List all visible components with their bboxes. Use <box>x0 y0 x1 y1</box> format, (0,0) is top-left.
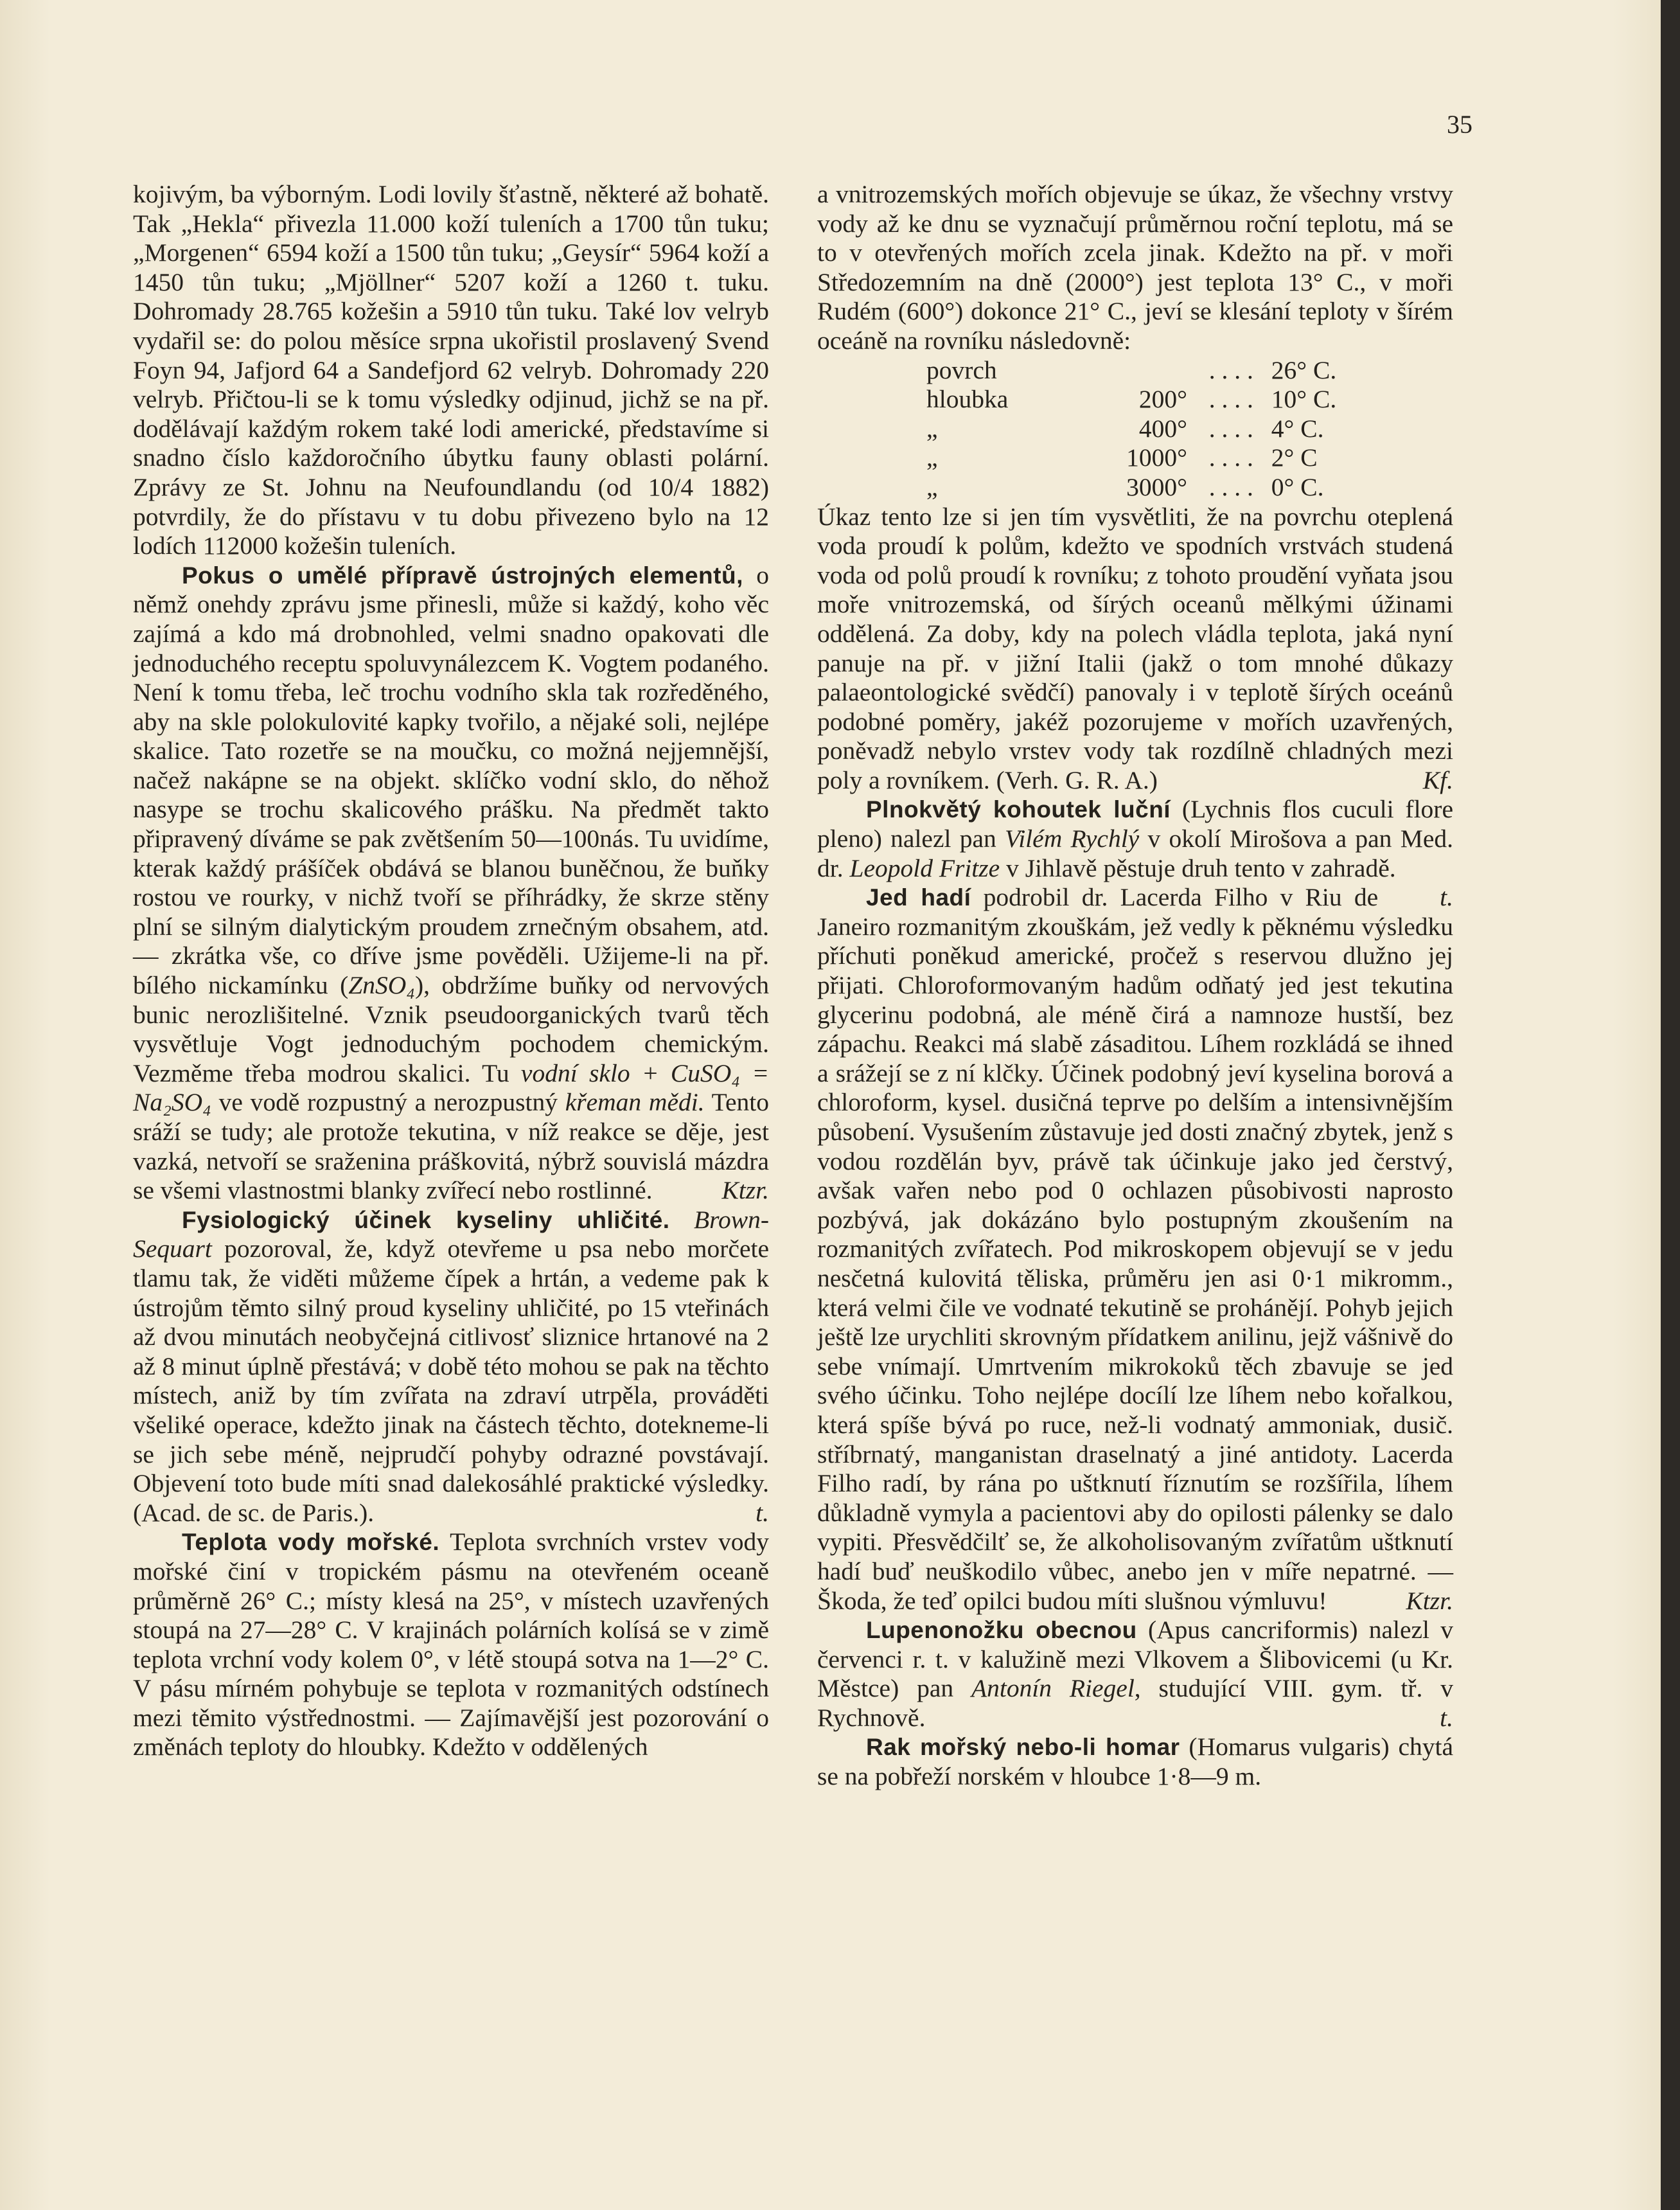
temperature-row <box>926 473 1389 503</box>
author-brown-sequart: Brown-Sequart <box>133 1205 769 1263</box>
temperature-row <box>926 356 1389 386</box>
scan-edge <box>1661 0 1680 2210</box>
signature-ktzr: Ktzr. <box>721 1176 769 1205</box>
temperature-row <box>926 385 1389 414</box>
formula-znso4: ZnSO₄ <box>348 971 416 1000</box>
article-pokus: Pokus o umělé přípravě ústrojných elementů, o němž onehdy zprávu jsme přinesli, může si každý, koho věc zajímá a kdo má drobnohled, velmi snadno opakovati dle jednoduchého receptu spoluvynálezcem K. Vogtem podaného. Není k tomu třeba, leč trochu vodního skla tak rozředěného, aby na skle polokulovité kapky tvořilo, a nějaké soli, nejlépe skalice. Tato rozetře se na moučku, co možná nejjemnější, načež nakápne se na objekt. sklíčko vodní sklo, do něhož nasype se trochu skalicového prášku. Na předmět takto připravený díváme se pak zvětšením 50—100nás. Tu uvidíme, kterak každý prášíček obdává se blanou buněčnou, že buňky rostou ve rourky, v nichž tvoří se příhrádky, že skrze stěny plní se silným dialytickým proudem zrnečným obsahem, atd. — zkrátka vše, co dříve jsme pověděli. Užijeme-li na př. bílého nickamínku (ZnSO₄), obdržíme buňky od nervových bunic nerozlišitelné. Vznik pseudoorganických tvarů těch vysvětluje Vogt jednoduchým pochodem chemickým. Vezměme třeba modrou skalici. Tu vodní sklo + CuSO₄ = Na₂SO₄ ve vodě rozpustný a nerozpustný křeman mědi. Tento sráží se tudy; ale protože tekutina, v níž reakce se děje, jest vazká, netvoří se sraženina práškovitá, nýbrž souvislá mázdra se všemi vlastnostmi blanky zvířecí nebo rostlinné. Ktzr. <box>133 560 770 1205</box>
page-number: 35 <box>1447 110 1472 139</box>
temperature-value <box>1074 356 1191 386</box>
temperature-value: 200° <box>1138 385 1187 414</box>
leader-dots: . . . . <box>1208 355 1253 384</box>
formula-reaction: vodní sklo + CuSO₄ = Na₂SO₄ <box>133 1058 769 1117</box>
formula-kreman: křeman mědi. <box>565 1088 705 1117</box>
article-plnokvety: Plnokvětý kohoutek luční (Lychnis flos cuculi flore pleno) nalezl pan Vilém Rychlý v okolí Mirošova a pan Med. dr. Leopold Fritze v Jihlavě pěstuje druh tento v zahradě. t. <box>817 795 1453 912</box>
leader-dots: . . . . <box>1208 414 1253 443</box>
temperature-row <box>926 443 1389 473</box>
signature-ktzr: Ktzr. <box>1406 1586 1453 1615</box>
heading-teplota: Teplota vody mořské. <box>182 1529 440 1556</box>
temperature-temp: 2° C <box>1271 443 1318 472</box>
right-column <box>817 180 1453 1792</box>
heading-pokus: Pokus o umělé přípravě ústrojných elementů, <box>182 562 743 589</box>
temperature-temp: 10° C. <box>1271 385 1337 414</box>
heading-lupeno: Lupenonožku obecnou <box>866 1617 1137 1644</box>
signature-kf: Kf. <box>1422 765 1453 794</box>
name-riegel: Antonín Riegel <box>971 1674 1135 1703</box>
article-rak: Rak mořský nebo-li homar (Homarus vulgaris) chytá se na pobřeží norském v hloubce 1·8—9 m. <box>817 1733 1453 1791</box>
heading-rak: Rak mořský nebo-li homar <box>866 1734 1180 1761</box>
article-teplota: Teplota vody mořské. Teplota svrchních vrstev vody mořské činí v tropickém pásmu na otevřeném oceaně průměrně 26° C.; místy klesá na 25°, v místech uzavřených stoupá na 27—28° C. V krajinách polárních kolísá se v zimě teplota vrchní vody kolem 0°, v létě stoupá sotva na 1—2° C. V pásu mírném pohybuje se teplota v rozmanitých odstínech mezi těmito výstřednostmi. — Zajímavější jest pozorování o změnách teploty do hloubky. Kdežto v oddělených <box>133 1528 769 1761</box>
temperature-value: 1000° <box>1126 443 1187 472</box>
name-fritze: Leopold Fritze <box>849 853 1000 882</box>
name-rychly: Vilém Rychlý <box>1005 824 1140 853</box>
heading-jed: Jed hadí <box>866 884 971 911</box>
leader-dots: . . . . <box>1208 385 1253 414</box>
heading-fysiol: Fysiologický účinek kyseliny uhličité. <box>182 1206 670 1233</box>
leader-dots: . . . . <box>1208 443 1253 472</box>
temperature-temp: 0° C. <box>1271 472 1324 501</box>
temperature-temp: 26° C. <box>1271 355 1337 384</box>
temperature-temp: 4° C. <box>1271 414 1324 443</box>
signature-t: t. <box>1440 1703 1453 1732</box>
leader-dots: . . . . <box>1208 472 1253 501</box>
paragraph-sea-temperature: a vnitrozemských mořích objevuje se úkaz, že všechny vrstvy vody až ke dnu se vyznačují průměrnou roční teplotu, má se to v otevřených mořích zcela jinak. Kdežto na př. v moři Středozemním na dně (2000°) jest teplota 13° C., v moři Rudém (600°) dokonce 21° C., jeví se klesání teploty v šírém oceáně na rovníku následovně: <box>817 180 1453 355</box>
article-jed: Jed hadí podrobil dr. Lacerda Filho v Riu de Janeiro rozmanitým zkouškám, jež vedly k pěknému výsledku příchuti poněkud americké, pročež s reservou dlužno jej přijati. Chloroformovaným hadům odňatý jed jest tekutina glycerinu podobná, ale méně čirá a namnoze hustší, bez zápachu. Reakci má slabě zásaditou. Líhem rozkládá se ihned a srážejí se z ní klčky. Účinek podobný jeví kyselina borová a chloroform, kysel. dusičná teprve po delším a intensivnějším působení. Vysušením zůstavuje jed dosti značný zbytek, jenž s vodou rozdělán byv, právě tak účinkuje jako jed čerstvý, avšak vařen nebo pod 0 ochlazen působivosti naprosto pozbývá, jak dokázáno bylo postupným zkoušením na rozmanitých zvířatech. Pod mikroskopem objevují se v jedu nesčetná kulovitá těliska, průměru jen asi 0·1 mikromm., která velmi čile ve vodnaté tekutině se prohánějí. Pohyb jejich ještě lze urychliti skrovným přídatkem anilinu, jejž vášnivě do sebe vnímají. Umrtvením mikrokoků těch zbavuje se jed svého účinku. Toho nejlépe docílí lze líhem nebo kořalkou, která spíše bývá po ruce, než-li vodnatý ammoniak, dusič. stříbrnatý, manganistan draselnatý a jiné antidoty. Lacerda Filho radí, by rána po uštknutí říznutím se rozšířila, líhem důkladně vymyla a pacientovi aby do opilosti pálenky se dalo vypiti. Přesvědčilť se, že alkoholisovaným zvířatům uštknutí hadí buď neuškodilo vůbec, anebo jen v míře nepatrné. — Škoda, že teď opilci budou míti slušnou výmluvu! Ktzr. <box>817 883 1453 1615</box>
temperature-label: „ <box>926 443 938 472</box>
temperature-label: „ <box>926 414 938 443</box>
article-lupeno: Lupenonožku obecnou (Apus cancriformis) nalezl v červenci r. t. v kalužině mezi Vlkovem a Šlibovicemi (u Kr. Městce) pan Antonín Riegel, studující VIII. gym. tř. v Rychnově. t. <box>817 1616 1454 1732</box>
temperature-value: 3000° <box>1126 472 1187 501</box>
heading-plnokvety: Plnokvětý kohoutek luční <box>866 796 1171 823</box>
signature-t: t. <box>1440 883 1453 912</box>
paragraph-explanation: Úkaz tento lze si jen tím vysvětliti, že na povrchu oteplená voda proudí k polům, kdežto ve spodních vrstvách studená voda od polů proudí k rovníku; z tohoto proudění vyňata jsou moře vnitrozemská, od šírých oceanů mělkými úžinami oddělená. Za doby, kdy na polech vládla teplota, jaká nyní panuje na př. v jižní Italii (jakž o tom mnohé důkazy palaeontologické svědčí) panovaly i v teplotě šírých oceánů podobné poměry, jakéž pozorujeme v mořích uzavřených, poněvadž nebylo vrstev vody tak rozdílně chladných mezi poly a rovníkem. (Verh. G. R. A.) Kf. <box>817 502 1453 794</box>
article-fysiol: Fysiologický účinek kyseliny uhličité. Brown-Sequart pozoroval, že, když otevřeme u psa nebo morčete tlamu tak, že viděti můžeme čípek a hrtán, a vedeme pak k ústrojům těmto silný proud kyseliny uhličité, po 15 vteřinách až dvou minutách neobyčejná citlivosť sliznice hrtanové na 2 až 8 minut úplně přestává; v době této mohou se pak na těchto místech, aniž by tím zvířata na zdraví utrpěla, prováděti všeliké operace, kdežto jinak na částech těchto, dotekneme-li se jich sebe méně, nejprudčí pohyby odrazné povstávají. Objevení toto bude míti snad dalekosáhlé praktické výsledky. (Acad. de sc. de Paris.). t. <box>133 1205 769 1527</box>
temperature-value: 400° <box>1138 414 1187 443</box>
temperature-label: hloubka <box>926 385 1009 414</box>
temperature-row <box>926 414 1389 444</box>
temperature-label: „ <box>926 472 938 501</box>
temperature-table <box>926 356 1389 503</box>
paragraph-seal-hunt: kojivým, ba výborným. Lodi lovily šťastně, některé až bohatě. Tak „Hekla“ přivezla 11.000 koží tuleních a 1700 tůn tuku; „Morgenen“ 6594 koží a 1500 tůn tuku; „Geysír“ 5964 koží a 1450 tůn tuku; „Mjöllner“ 5207 koží a 1260 t. tuku. Dohromady 28.765 kožešin a 5910 tůn tuku. Také lov velryb vydařil se: do polou měsíce srpna ukořistil proslavený Svend Foyn 94, Jafjord 64 a Sandefjord 62 velryb. Dohromady 220 velryb. Přičtou-li se k tomu výsledky odjinud, jichž se na př. dodělávají každým rokem také lodi americké, představíme si snadno číslo každoročního úbytku fauny oblasti polární. Zprávy ze St. Johnu na Neufoundlandu (od 10/4 1882) potvrdily, že do přístavu v tu dobu přivezeno bylo na 12 lodích 112000 kožešin tuleních. <box>133 180 769 560</box>
temperature-label: povrch <box>926 355 997 384</box>
signature-t: t. <box>756 1498 769 1527</box>
left-column <box>133 180 769 1762</box>
